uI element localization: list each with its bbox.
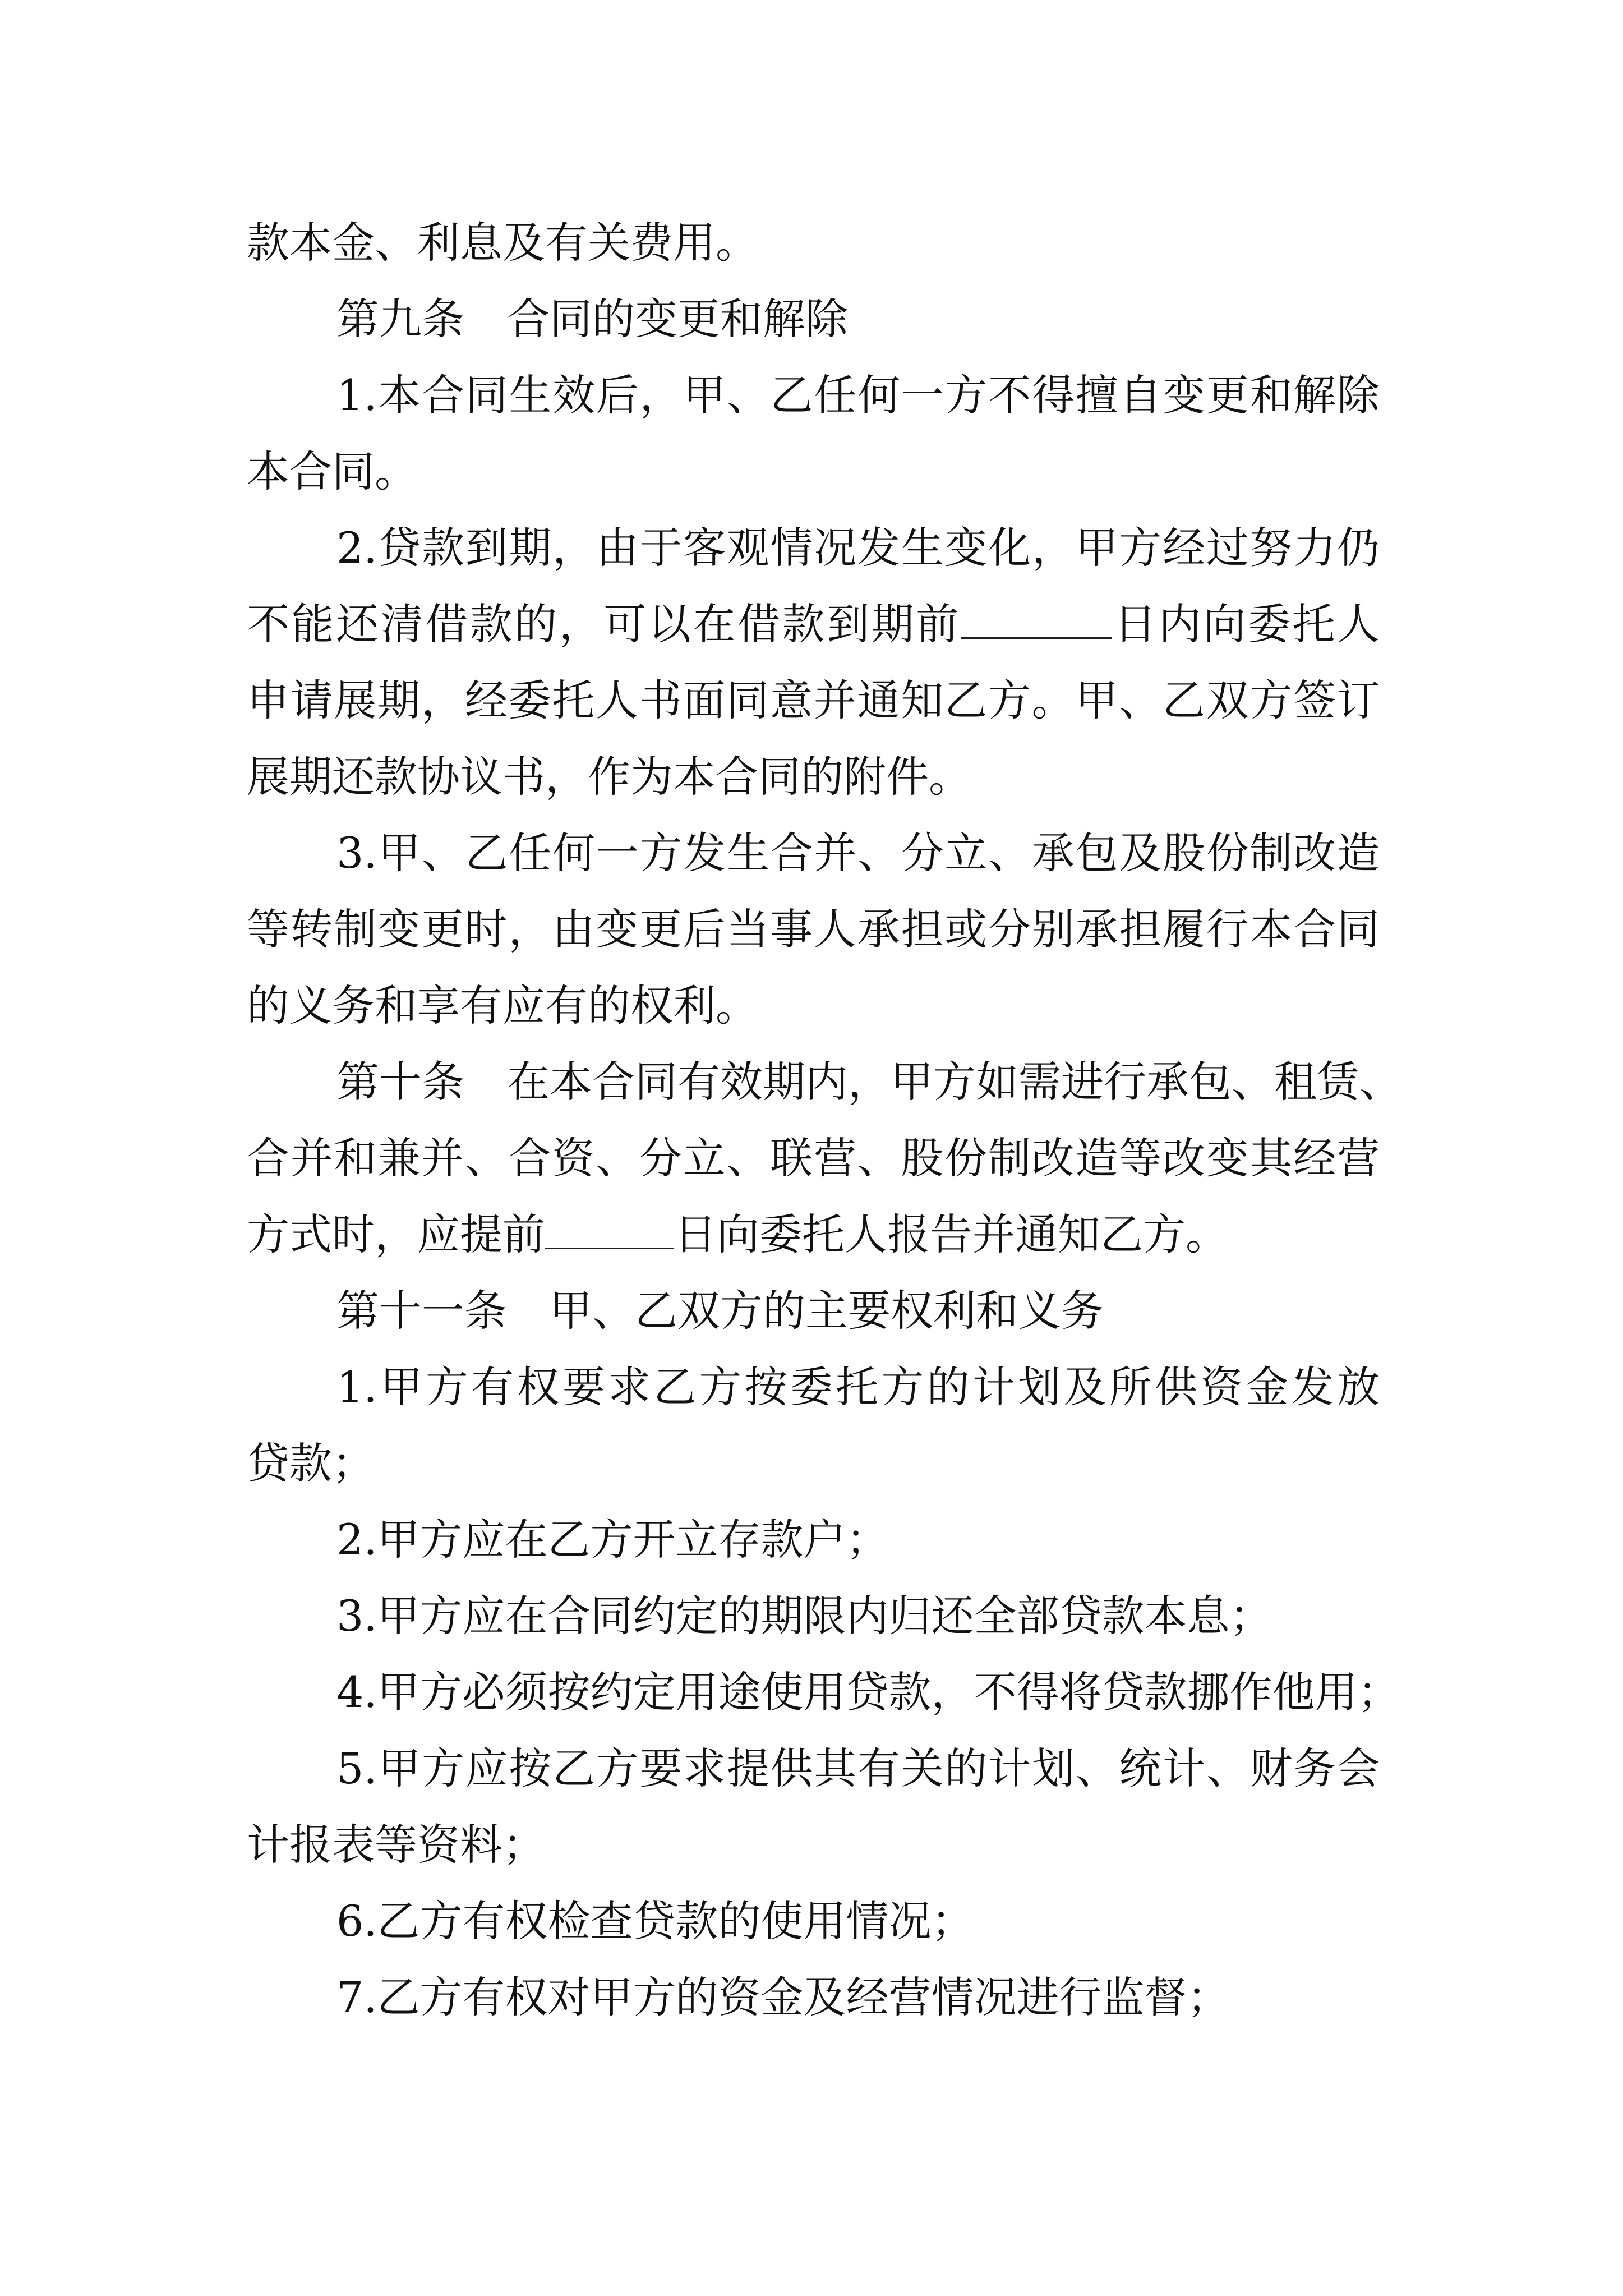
paragraph-line: 6.乙方有权检查贷款的使用情况； [336,1896,974,1946]
article-title: 合同的变更和解除 [507,294,848,344]
paragraph-line: 7.乙方有权对甲方的资金及经营情况进行监督； [336,1972,1230,2022]
article-number: 第九条 [336,294,464,344]
paragraph-line: 1.甲方有权要求乙方按委托方的计划及所供资金发放 [336,1362,1380,1412]
paragraph-line: 方式时，应提前 日向委托人报告并通知乙方。 [247,1209,1228,1259]
paragraph-line: 展期还款协议书，作为本合同的附件。 [247,752,971,802]
paragraph-line: 5.甲方应按乙方要求提供其有关的计划、统计、财务会 [336,1743,1380,1793]
paragraph-line: 计报表等资料； [247,1820,545,1870]
paragraph-line: 等转制变更时，由变更后当事人承担或分别承担履行本合同 [247,904,1380,954]
paragraph-line: 2.甲方应在乙方开立存款户； [336,1515,889,1565]
paragraph-line: 合并和兼并、合资、分立、联营、股份制改造等改变其经营 [247,1133,1380,1183]
paragraph-line: 本合同。 [247,447,417,496]
article-title: 甲、乙双方的主要权利和义务 [550,1286,1104,1336]
article-number: 第十条 [336,1057,464,1107]
fill-in-blank [545,1212,674,1249]
article-number: 第十一条 [336,1286,507,1336]
paragraph-line: 1.本合同生效后，甲、乙任何一方不得擅自变更和解除 [336,370,1380,420]
paragraph-line: 不能还清借款的，可以在借款到期前 日内向委托人 [247,599,1380,649]
paragraph-line: 申请展期，经委托人书面同意并通知乙方。甲、乙双方签订 [247,675,1380,725]
article-heading [247,281,1380,357]
paragraph-line: 3.甲方应在合同约定的期限内归还全部贷款本息； [336,1591,1272,1641]
article-heading [247,1273,1380,1349]
paragraph-line: 款本金、利息及有关费用。 [247,218,758,268]
paragraph-line: 的义务和享有应有的权利。 [247,981,758,1030]
paragraph-line: 贷款； [247,1438,375,1488]
paragraph-line: 3.甲、乙任何一方发生合并、分立、承包及股份制改造 [336,828,1380,878]
fill-in-blank [961,601,1112,639]
paragraph-line: 4.甲方必须按约定用途使用贷款，不得将贷款挪作他用； [336,1667,1400,1717]
article-heading: 第十条 在本合同有效期内，甲方如需进行承包、租赁、 [336,1057,1402,1107]
paragraph-line: 2.贷款到期，由于客观情况发生变化，甲方经过努力仍 [336,523,1380,573]
contract-body [247,205,1402,2036]
